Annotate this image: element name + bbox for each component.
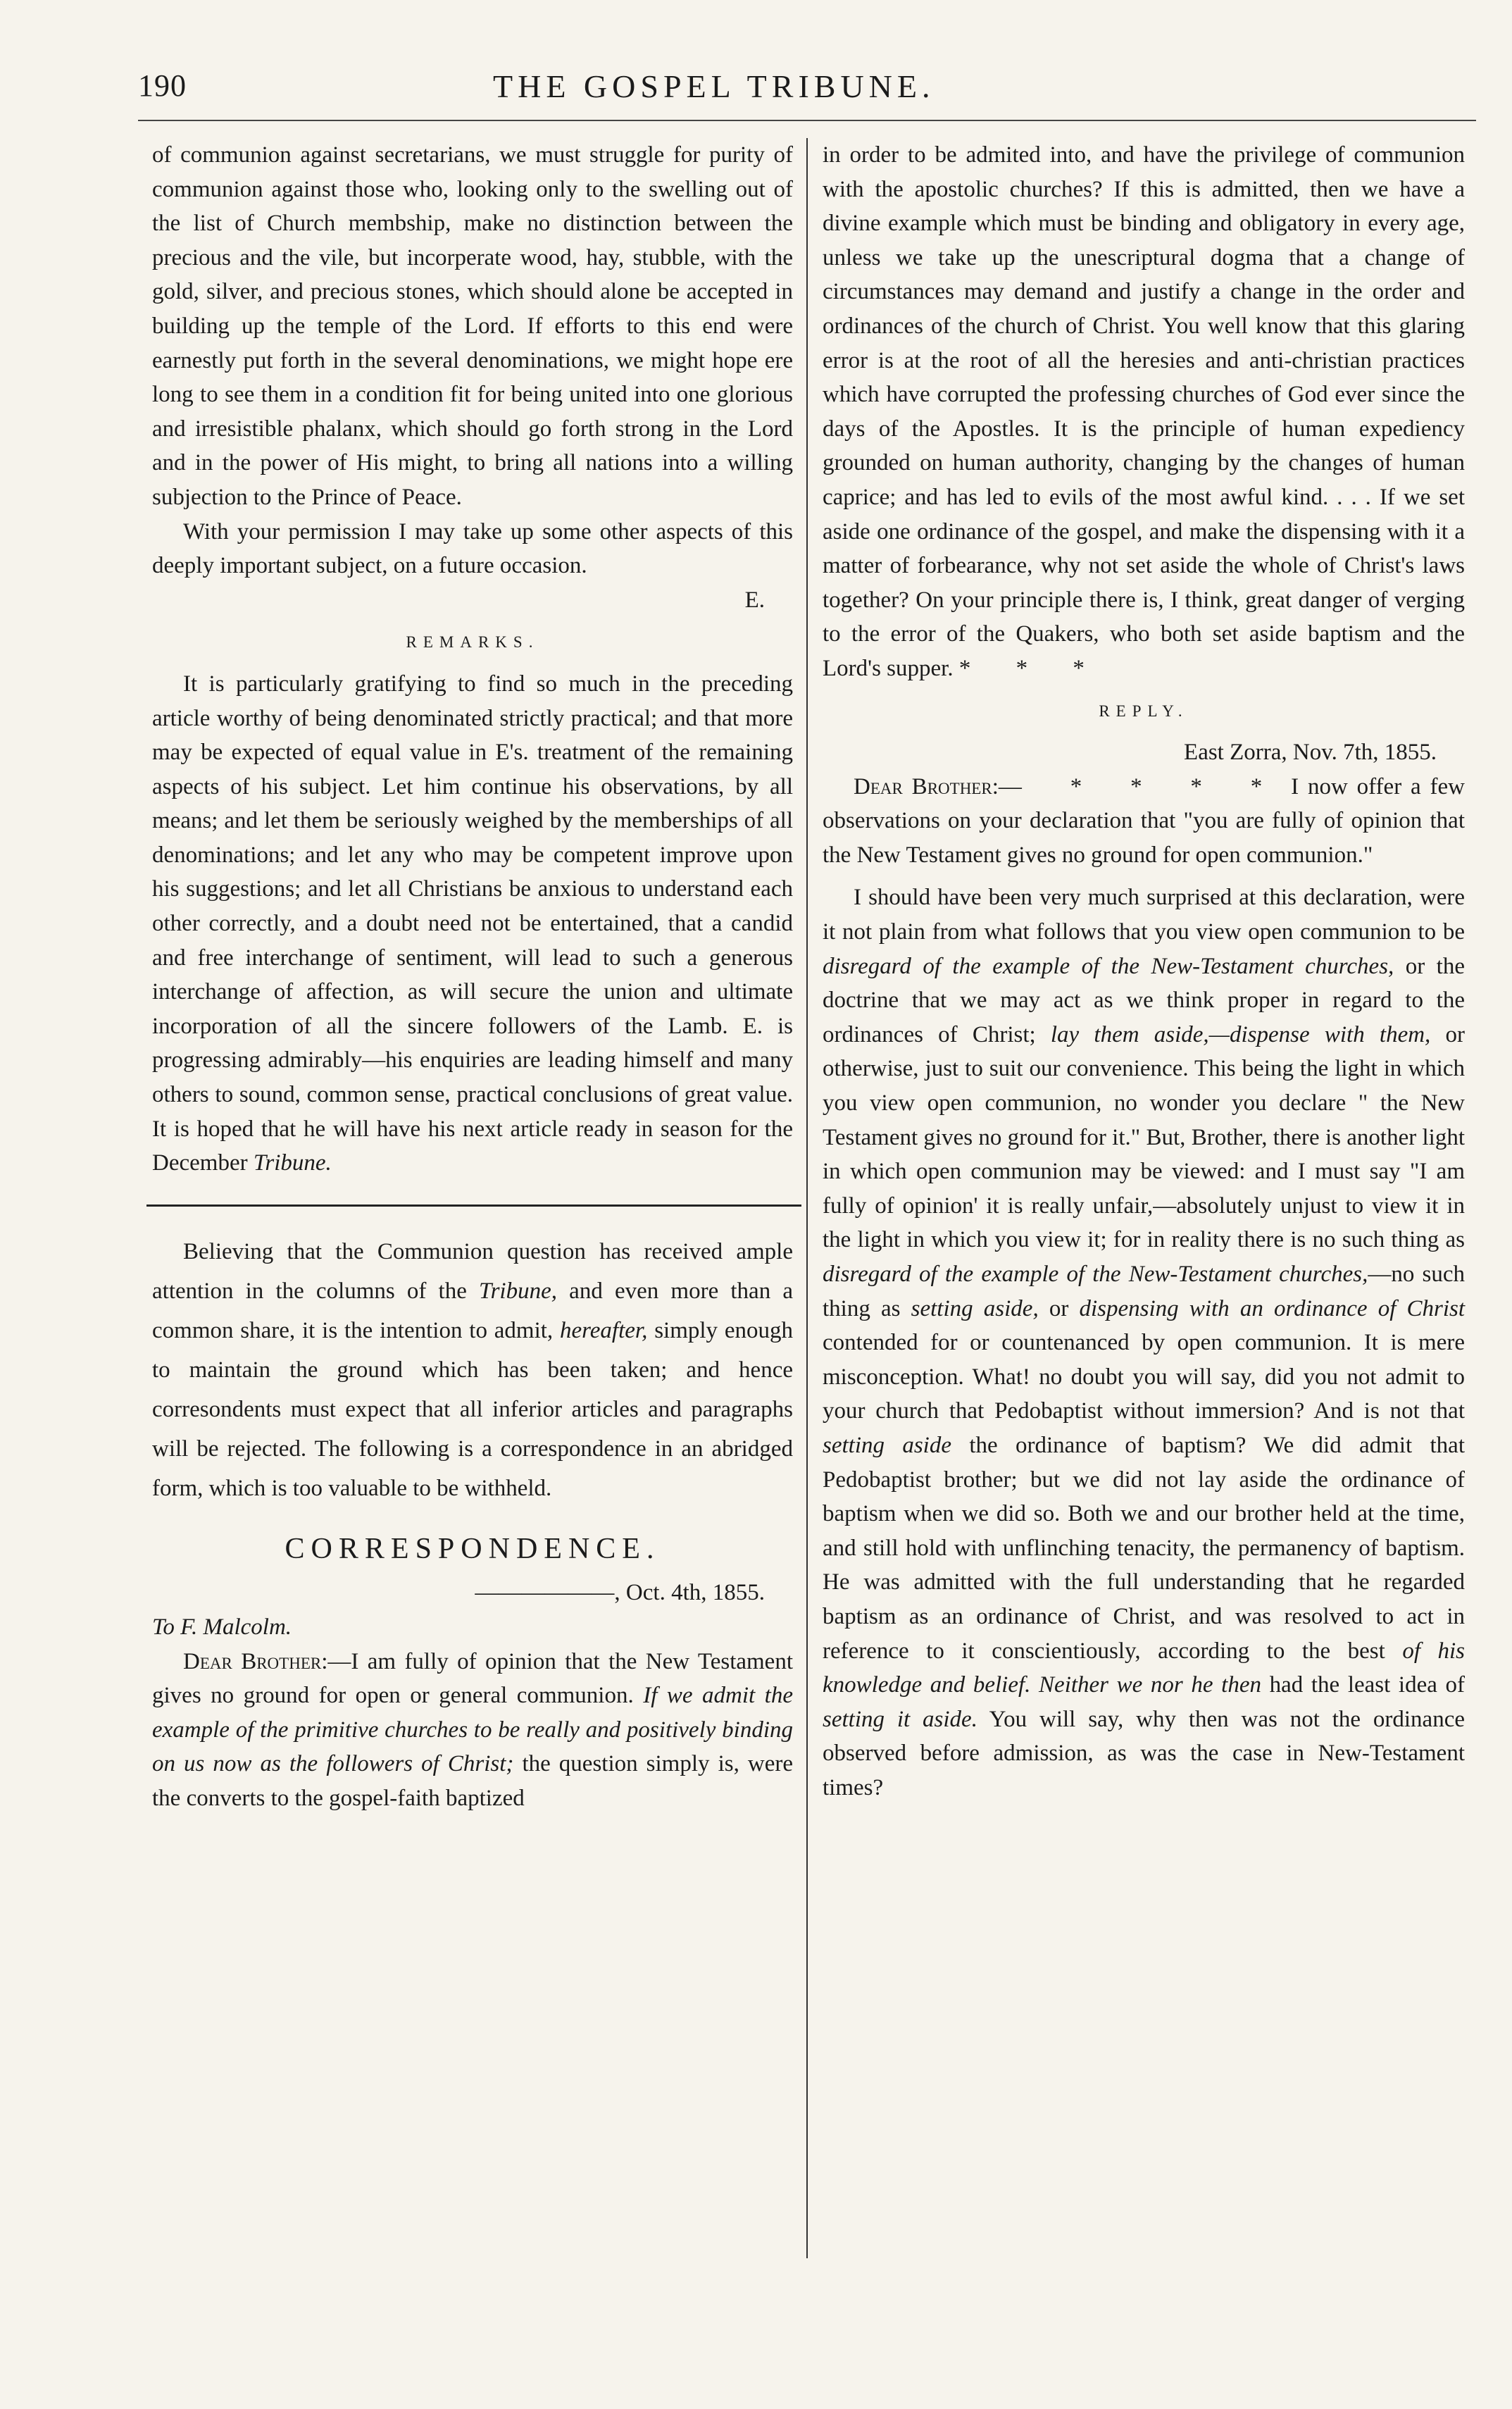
reply-p2f: contended for or countenanced by open communion. It is mere misconception. What! no doubt you will say, did you not admit to your church that Pedobaptist without immersion? And is not that — [823, 1330, 1465, 1424]
remarks-text: It is particularly gratifying to find so much in the preceding article worthy of being denominated strictly practical; and that more may be expected of equal value in E's. treatment of the remaining aspects of his subject. Let him continue his observations, by all means; and let them be seriously weighed by the memberships of all denominations; and let any who may be competent improve upon his suggestions; and let all Christians be anxious to understand each other correctly, and a doubt need not be entertained, that a candid and free interchange of sentiment, will lead to such a generous interchange of affection, as will secure the union and ultimate incorporation of all the sincere followers of the Lamb. E. is progressing admirably—his enquiries are leading himself and many others to sound, common sense, practical conclusions of great value. It is hoped that he will have his next article ready in season for the December — [152, 671, 793, 1176]
editor-note — [152, 1232, 793, 1508]
remarks-heading: REMARKS. — [406, 633, 539, 652]
editor-note-italic-1: Tribune, — [479, 1278, 557, 1304]
reply-heading: REPLY. — [1099, 702, 1189, 720]
reply-paragraph-1 — [823, 770, 1465, 873]
asterisks: * * * — [958, 655, 1104, 681]
left-paragraph-1: of communion against secretarians, we must struggle for purity of communion against those who, looking only to the swelling out of the list of Church membship, make no distinction between the precious and the vile, but incorperate wood, hay, stubble, with the gold, silver, and precious stones, which should alone be accepted in building up the temple of the Lord. If efforts to this end were earnestly put forth in the several denominations, we might hope ere long to see them in a condition fit for being united into one glorious and irresistible phalanx, which should go forth strong in the Lord and in the power of His might, to bring all nations into a willing subjection to the Prince of Peace. — [152, 142, 793, 510]
reply-p2-italic-1: disregard of the example of the New-Testament churches, — [823, 953, 1394, 979]
right-paragraph-1-text: in order to be admited into, and have the privilege of communion with the apostolic churches? If this is admitted, then we have a divine example which must be binding and obligatory in every age, unless we take up the unescriptural dogma that a change of circumstances may demand and justify a change in the order and ordinances of the church of Christ. You well know that this glaring error is at the root of all the heresies and anti-christian practices which have corrupted the professing churches of God ever since the days of the Apostles. It is the principle of human expediency grounded on human authority, changing by the changes of human caprice; and has led to evils of the most awful kind. . . . If we set aside one ordinance of the gospel, and make the dispensing with it a matter of forbearance, why not set aside the whole of Christ's laws together? On your principle there is, I think, great danger of verging to the error of the Quakers, who both set aside baptism and the Lord's supper. — [823, 142, 1465, 681]
reply-p2-italic-2: lay them aside,—dispense with them, — [1050, 1021, 1431, 1047]
page-number: 190 — [138, 68, 187, 103]
reply-p2e: or — [1049, 1295, 1069, 1321]
letter-recipient: To F. Malcolm. — [152, 1614, 292, 1640]
remarks-end-italic: Tribune. — [253, 1150, 332, 1176]
letter-salutation: Dear Brother: — [183, 1648, 328, 1674]
reply-p2a: I should have been very much surprised at this declaration, were it not plain from what follows that you view open communion to be — [823, 885, 1465, 945]
reply-p2-italic-3: disregard of the example of the New-Testament churches, — [823, 1262, 1368, 1287]
editor-note-3: simply enough to maintain the ground which has been taken; and hence corresondents must expect that all inferior articles and paragraphs will be rejected. The following is a correspondence in an abridged form, which is too valuable to be withheld. — [152, 1317, 794, 1501]
reply-p2-italic-8: setting it aside. — [823, 1706, 977, 1732]
reply-dateline: East Zorra, Nov. 7th, 1855. — [1184, 740, 1437, 766]
remarks-paragraph — [152, 667, 793, 1181]
letter-text-1: —I am fully of opinion that the New Testament gives no ground for open or general communion. — [152, 1648, 793, 1709]
reply-p2-italic-6: setting aside — [823, 1432, 951, 1458]
letter-paragraph — [152, 1645, 793, 1816]
reply-p2d: —no such thing as — [823, 1262, 1465, 1321]
letter-text-2: the question simply is, were the converts to the gospel-faith baptized — [152, 1751, 793, 1811]
reply-p2b: or the doctrine that we may act as we think proper in regard to the ordinances of Christ; — [823, 953, 1465, 1047]
reply-p2g: the ordinance of baptism? We did admit that Pedobaptist brother; but we did not lay aside the ordinance of baptism when we did so. Both we and our brother held at the time, and still hold with unflinching tenacity, the permanency of baptism. He was admitted with the full understanding that he regarded baptism as an ordinance of Christ, and was resolved to act in reference to it conscientiously, according to the best — [823, 1432, 1466, 1664]
letter-italic: If we admit the example of the primitive churches to be really and positively binding on us now as the followers of Christ; — [152, 1683, 793, 1777]
left-paragraph-2-text: With your permission I may take up some other aspects of this deeply important subject, on a future occasion. — [152, 518, 793, 579]
column-divider — [806, 138, 808, 2258]
reply-paragraph-2 — [823, 880, 1465, 1805]
reply-text-1: I now offer a few observations on your declaration that "you are fully of opinion that the New Testament gives no ground for open communion." — [823, 773, 1466, 868]
right-column — [823, 138, 1465, 1805]
reply-p2i: You will say, why then was not the ordinance observed before admission, as was the case in New-Testament times? — [823, 1706, 1465, 1800]
running-head-title: THE GOSPEL TRIBUNE. — [493, 68, 935, 104]
reply-p2h: had the least idea of — [1269, 1672, 1465, 1698]
letter-date: ——————, Oct. 4th, 1855. — [475, 1580, 765, 1606]
reply-asterisks: — * * * * — [998, 773, 1282, 799]
reply-p2-italic-5: dispensing with an ordinance of Christ — [1079, 1295, 1466, 1321]
left-paragraph-2 — [152, 515, 793, 583]
editor-note-italic-2: hereafter, — [560, 1317, 648, 1343]
author-signature: E. — [744, 587, 765, 613]
section-divider — [146, 1204, 801, 1207]
right-paragraph-1 — [823, 138, 1465, 686]
reply-salutation: Dear Brother: — [854, 773, 999, 799]
header-rule — [138, 120, 1476, 121]
reply-p2c: or otherwise, just to suit our convenience. This being the light in which you view open communion, no wonder you declare " the New Testament gives no ground for it." But, Brother, there is another light in which open communion may be viewed: and I must say "I am fully of opinion' it is really unfair,—absolutely unjust to view it in the light in which you view it; for in reality there is no such thing as — [823, 1021, 1466, 1253]
left-column — [152, 138, 793, 1816]
correspondence-heading: CORRESPONDENCE. — [285, 1532, 661, 1565]
reply-p2-italic-4: setting aside, — [911, 1295, 1039, 1321]
reply-p2-italic-7: of his knowledge and belief. Neither we nor he then — [823, 1638, 1466, 1698]
editor-note-1: Believing that the Communion question has received ample attention in the columns of the — [152, 1238, 793, 1304]
editor-note-2: and even more than a common share, it is the intention to admit, — [152, 1278, 794, 1343]
